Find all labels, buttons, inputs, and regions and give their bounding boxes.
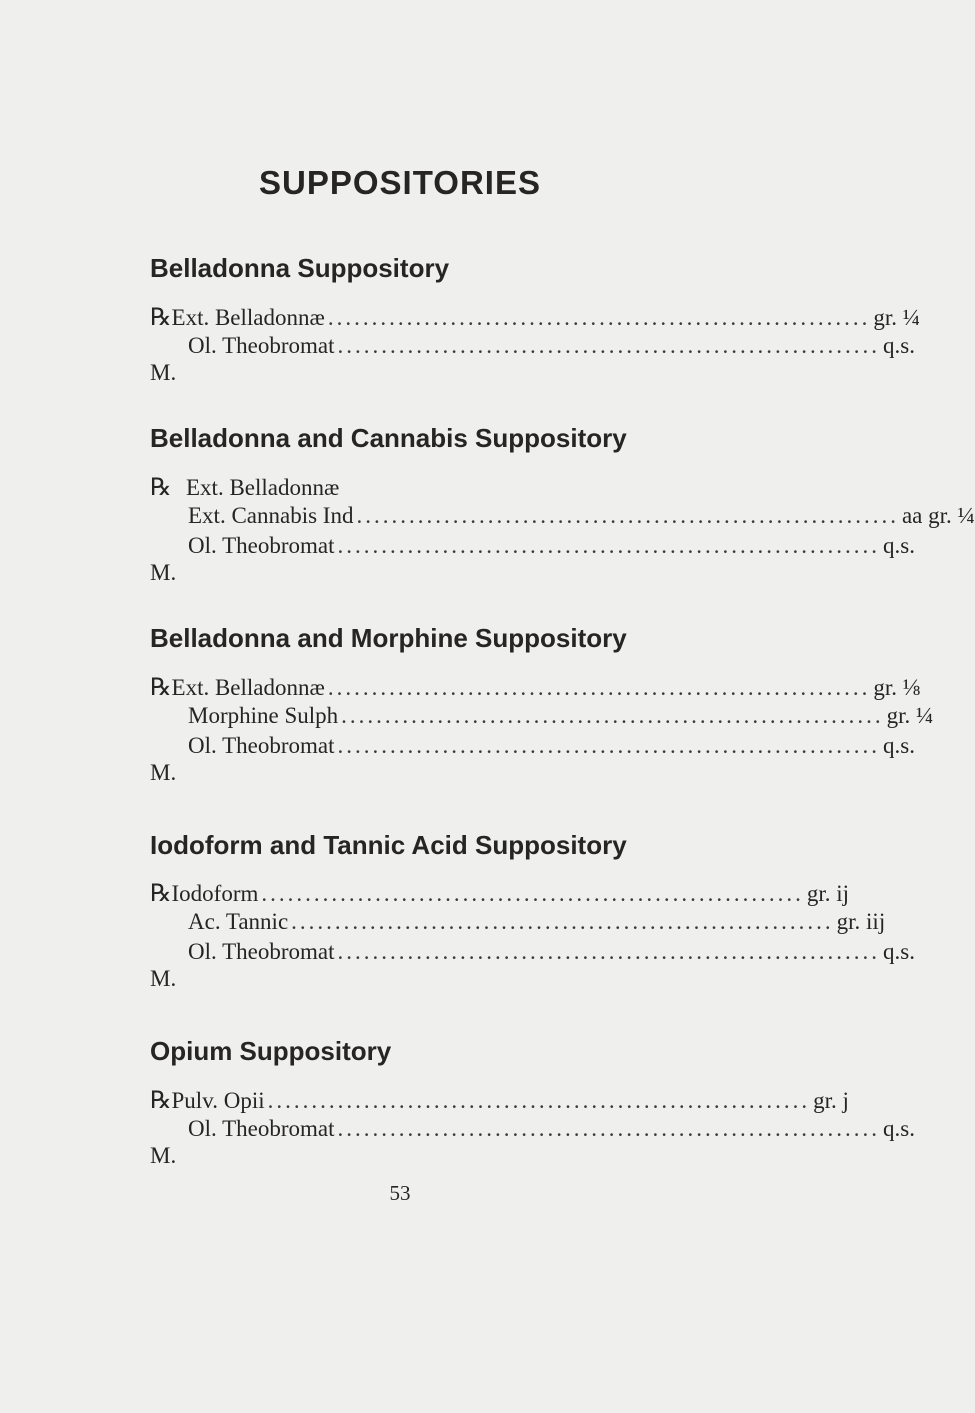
leader-dots: .............................................................. [261,881,804,906]
leader-dots: .............................................................. [337,1116,880,1141]
ingredient-dose: gr. ¼ [873,305,920,330]
misce-mark: M. [150,760,177,785]
ingredient-name: Ol. Theobromat [188,733,335,758]
rx-symbol: ℞ [150,305,172,331]
leader-dots: .............................................................. [337,939,880,964]
leader-dots: .............................................................. [337,533,880,558]
ingredient-name: Pulv. Opii [171,1088,265,1113]
ingredient-line [188,939,915,965]
leader-dots: .............................................................. [291,909,834,934]
recipe-heading: Opium Suppository [150,1036,392,1066]
ingredient-dose: aa gr. ¼ [901,503,975,528]
misce-mark: M. [150,966,177,991]
leader-dots: .............................................................. [337,733,880,758]
rx-symbol: ℞ [150,475,172,501]
ingredient-name: Ext. Belladonnæ [186,475,340,500]
misce-mark: M. [150,360,177,385]
ingredient-line [188,909,886,935]
ingredient-name: Morphine Sulph [188,703,339,728]
leader-dots: .............................................................. [341,703,884,728]
ingredient-line [188,733,915,759]
leader-dots: .............................................................. [356,503,899,528]
leader-dots: .............................................................. [327,305,871,330]
ingredient-dose: q.s. [883,1116,915,1141]
ingredient-name: Ext. Belladonnæ [171,305,325,330]
leader-dots: .............................................................. [337,333,880,358]
misce-mark: M. [150,1143,177,1168]
ingredient-line [188,333,915,359]
ingredient-dose: q.s. [883,733,915,758]
rx-symbol: ℞ [150,881,172,907]
ingredient-name: Ext. Cannabis Ind [188,503,354,528]
ingredient-dose: gr. iij [836,909,886,934]
ingredient-name: Ol. Theobromat [188,1116,335,1141]
ingredient-line [150,1086,849,1115]
rx-symbol: ℞ [150,675,172,701]
ingredient-line [188,533,915,559]
ingredient-name: Ext. Belladonnæ [171,675,325,700]
recipe-heading: Belladonna and Cannabis Suppository [150,423,627,453]
ingredient-name: Ac. Tannic [188,909,289,934]
leader-dots: .............................................................. [267,1088,811,1113]
ingredient-line [150,673,920,702]
ingredient-name: Iodoform [171,881,259,906]
recipe-heading: Belladonna and Morphine Suppository [150,623,627,653]
ingredient-dose: gr. ⅛ [873,675,920,700]
ingredient-dose: gr. ij [806,881,850,906]
ingredient-line [150,473,656,502]
misce-mark: M. [150,560,177,585]
rx-symbol: ℞ [150,1088,172,1114]
ingredient-line [188,503,975,529]
ingredient-name: Ol. Theobromat [188,939,335,964]
ingredient-line [150,879,850,908]
page-number: 53 [389,1181,411,1205]
ingredient-line [150,303,920,332]
ingredient-dose: gr. ¼ [886,703,934,728]
ingredient-name: Ol. Theobromat [188,333,335,358]
recipe-heading: Iodoform and Tannic Acid Suppository [150,830,627,860]
ingredient-line [188,703,934,729]
ingredient-name: Ol. Theobromat [188,533,335,558]
ingredient-dose: q.s. [883,939,915,964]
ingredient-dose: q.s. [883,533,915,558]
recipe-heading: Belladonna Suppository [150,253,450,283]
page-title: SUPPOSITORIES [259,164,541,201]
ingredient-line [188,1116,915,1142]
ingredient-dose: q.s. [883,333,915,358]
ingredient-dose: gr. j [813,1088,849,1113]
leader-dots: .............................................................. [327,675,871,700]
